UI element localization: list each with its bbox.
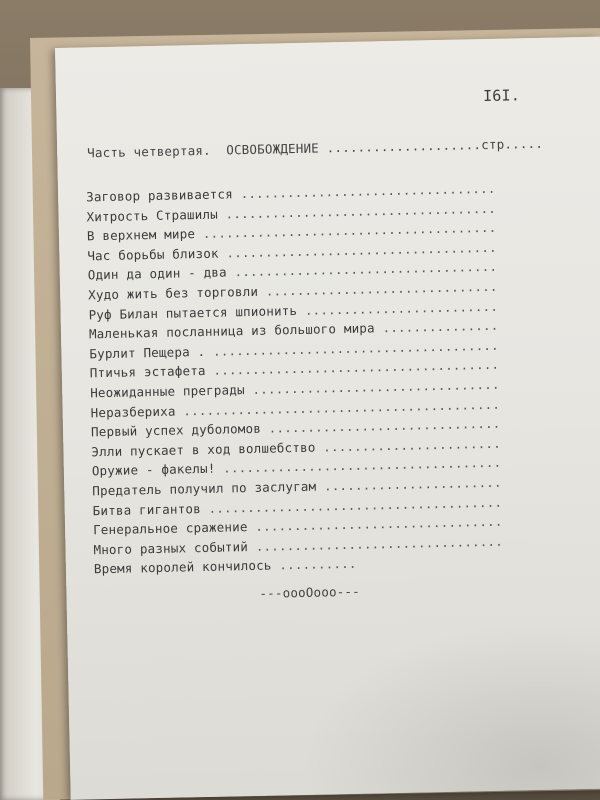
toc-entry-leader: ................................ [247,533,504,554]
toc-entry-title: Генеральное сражение [92,519,248,538]
toc-entry-title: Неожиданные преграды [90,382,245,401]
toc-entry-title: Один да один - два [87,264,227,283]
toc-entry-title: Первый успех дуболомов [90,420,262,440]
end-mark: ---оооОооо--- [259,583,361,601]
toc-entry-leader: ......................................... [175,396,501,419]
toc-entry-title: Бурлит Пещера . [89,343,206,362]
part-trail: ..... [504,135,544,152]
toc-entry-title: Время королей кончилось [93,557,272,577]
toc-entry-leader: ................................ [244,376,500,398]
toc-entry-leader: ......................... [296,298,499,318]
toc-entry-title: Маленькая посланница из большого мира [88,320,375,342]
toc-entry-leader: ....................... [316,474,502,494]
document-page [55,37,600,800]
toc-entry-title: Элли пускает в ход волшебство [91,439,316,460]
toc-entry-title: Оружие - факелы! [91,461,216,479]
part-title: ОСВОБОЖДЕНИЕ [226,140,320,158]
toc-entry-leader: ..................................... [205,337,499,359]
toc-entry-leader: ................................... [218,239,497,261]
toc-entry-leader: .............................. [257,278,498,299]
toc-entry-leader: .................................... [215,455,502,477]
toc-entry-title: Заговор развивается [85,186,234,205]
toc-entry-title: Птичья эстафета [89,363,206,381]
page-number: I6I. [482,86,521,106]
toc-entry-title: Неразбериха [90,403,176,420]
toc-entry-leader: .............................. [260,415,501,436]
toc-entry-leader: ..................................... [205,357,500,379]
toc-entry-leader: ................................... [217,200,497,222]
toc-entry-leader: ...................................... [194,219,497,242]
toc-entry-title: Хитрость Страшилы [86,206,219,224]
table-of-contents [86,179,504,579]
toc-entry-title: Худо жить без торговли [88,283,259,303]
toc-entry-leader: ....................... [315,435,501,455]
part-leader: .................... [318,137,482,156]
toc-entry-title: Предатель получил по заслугам [92,478,317,499]
toc-entry-leader: ...................................... [200,494,503,516]
page-column-label: стр [481,136,505,153]
toc-entry-title: Час борьбы близок [87,245,219,264]
toc-entry-title: Руф Билан пытается шпионить [88,302,298,322]
toc-entry-leader: ............... [374,317,499,336]
toc-entry-leader: .................................. [226,259,498,280]
toc-entry-title: Битва гигантов [92,500,201,518]
toc-entry-leader: .......... [271,556,357,573]
toc-entry-title: Много разных событий [93,538,249,557]
part-header [87,136,543,161]
toc-entry-leader: ................................ [247,513,503,535]
toc-entry-title: В верхнем мире [86,226,196,244]
part-label: Часть четвертая. [87,142,211,161]
toc-entry-leader: ................................. [232,180,496,202]
